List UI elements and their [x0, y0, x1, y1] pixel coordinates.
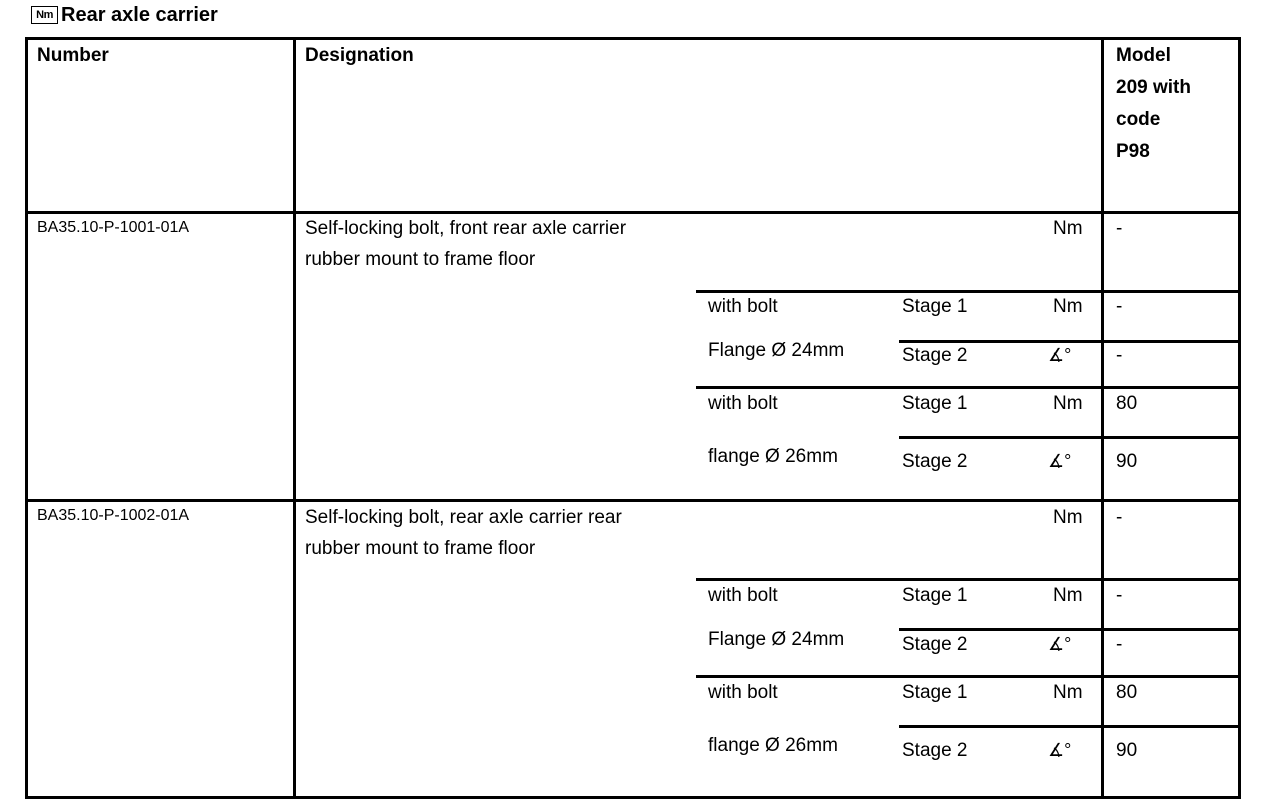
- bolt-label: with bolt: [708, 585, 778, 606]
- bolt-label: with bolt: [708, 393, 778, 414]
- stage-label: Stage 1: [902, 682, 968, 703]
- angle-icon: ∡°: [1048, 451, 1072, 471]
- stage-value: 80: [1116, 682, 1138, 703]
- stage-label: Stage 1: [902, 585, 968, 606]
- stage-label: Stage 2: [902, 345, 968, 366]
- stage-label: Stage 1: [902, 393, 968, 414]
- stage-label: Stage 1: [902, 296, 968, 317]
- angle-icon: ∡°: [1048, 345, 1072, 365]
- header-designation: Designation: [305, 45, 414, 66]
- stage-value: 90: [1116, 451, 1138, 472]
- header-number: Number: [37, 45, 109, 66]
- row-designation: Self-locking bolt, rear axle carrier rear rubber mount to frame floor: [305, 507, 622, 559]
- stage-label: Stage 2: [902, 740, 968, 761]
- header-model: Model 209 with code P98: [1116, 45, 1191, 162]
- flange-label: flange Ø 26mm: [708, 446, 838, 467]
- stage-value: -: [1116, 634, 1123, 655]
- bolt-label: with bolt: [708, 296, 778, 317]
- stage-label: Stage 2: [902, 634, 968, 655]
- row-number: BA35.10-P-1001-01A: [37, 219, 190, 236]
- row-value: -: [1116, 218, 1123, 239]
- stage-value: 80: [1116, 393, 1138, 414]
- angle-icon: ∡°: [1048, 740, 1072, 760]
- row-designation: Self-locking bolt, front rear axle carrier rubber mount to frame floor: [305, 218, 627, 270]
- stage-unit: Nm: [1053, 682, 1083, 703]
- stage-unit: Nm: [1053, 585, 1083, 606]
- row-value: -: [1116, 507, 1123, 528]
- bolt-label: with bolt: [708, 682, 778, 703]
- flange-label: Flange Ø 24mm: [708, 340, 845, 361]
- stage-label: Stage 2: [902, 451, 968, 472]
- angle-icon: ∡°: [1048, 634, 1072, 654]
- row-unit: Nm: [1053, 507, 1083, 528]
- flange-label: flange Ø 26mm: [708, 735, 838, 756]
- torque-nm-icon: Nm: [31, 6, 58, 24]
- stage-value: -: [1116, 296, 1123, 317]
- stage-value: -: [1116, 585, 1123, 606]
- stage-unit: Nm: [1053, 296, 1083, 317]
- row-number: BA35.10-P-1002-01A: [37, 507, 190, 524]
- page-title: Rear axle carrier: [61, 3, 218, 26]
- row-unit: Nm: [1053, 218, 1083, 239]
- flange-label: Flange Ø 24mm: [708, 629, 845, 650]
- stage-value: -: [1116, 345, 1123, 366]
- page-title-row: [31, 3, 218, 27]
- stage-unit: Nm: [1053, 393, 1083, 414]
- stage-value: 90: [1116, 740, 1138, 761]
